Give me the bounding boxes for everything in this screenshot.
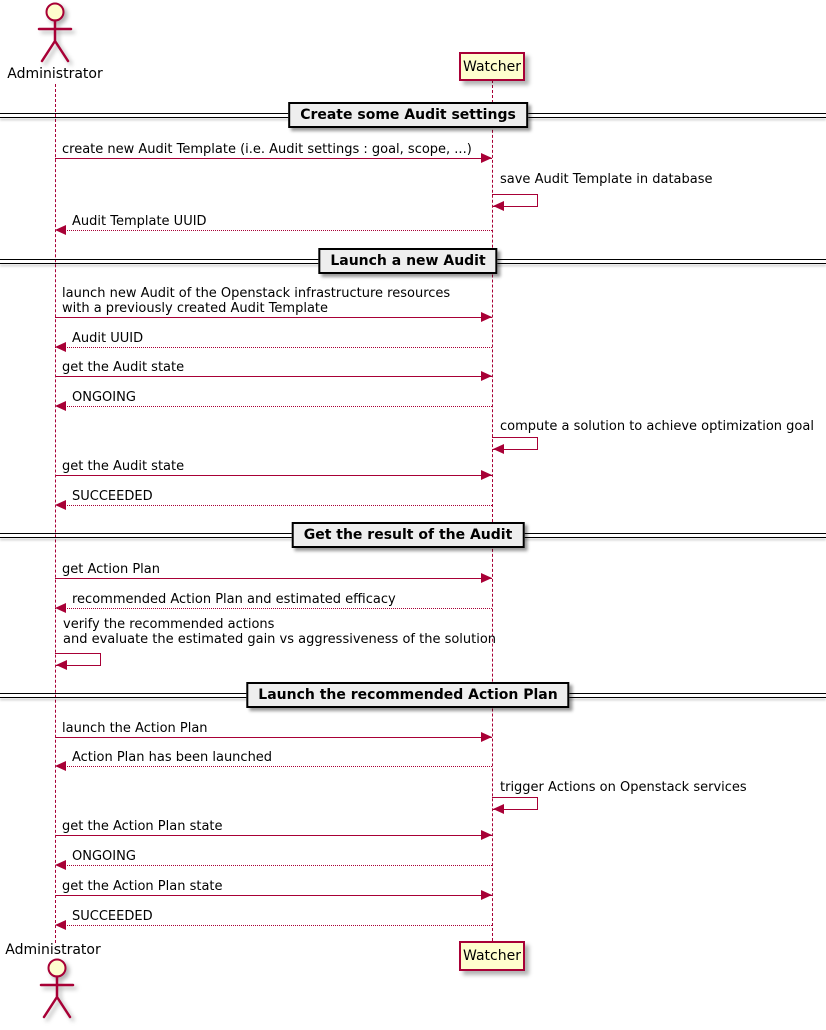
return-message-arrowhead-icon — [55, 761, 66, 771]
return-message-arrow — [55, 925, 492, 926]
participant-box-watcher-top: Watcher — [459, 52, 525, 81]
return-message-label-line: recommended Action Plan and estimated efficacy — [72, 592, 396, 607]
return-message-label-line: ONGOING — [72, 849, 136, 864]
message-label-line: get the Action Plan state — [62, 819, 223, 834]
return-message-arrowhead-icon — [55, 401, 66, 411]
self-message-arrowhead-icon — [493, 444, 504, 454]
lifeline-administrator — [55, 84, 56, 943]
return-message-arrow — [55, 505, 492, 506]
self-message-label-line: trigger Actions on Openstack services — [500, 780, 747, 795]
return-message-arrowhead-icon — [55, 500, 66, 510]
divider-label: Launch a new Audit — [318, 248, 497, 274]
actor-label-administrator-bottom: Administrator — [5, 942, 101, 958]
return-message-label-line: Action Plan has been launched — [72, 750, 273, 765]
actor-figure-administrator-bottom — [36, 958, 78, 1020]
message-arrowhead-icon — [481, 153, 492, 163]
message-arrow — [55, 158, 492, 159]
message-label-line: launch the Action Plan — [62, 721, 208, 736]
message-arrowhead-icon — [481, 312, 492, 322]
self-message-label-line: verify the recommended actions — [63, 617, 275, 632]
return-message-arrowhead-icon — [55, 342, 66, 352]
return-message-label-line: SUCCEEDED — [72, 909, 153, 924]
return-message-arrow — [55, 406, 492, 407]
return-message-arrowhead-icon — [55, 860, 66, 870]
self-message-label-line: and evaluate the estimated gain vs aggressiveness of the solution — [63, 632, 497, 647]
message-label-line: create new Audit Template (i.e. Audit settings : goal, scope, ...) — [62, 142, 472, 157]
return-message-arrowhead-icon — [55, 603, 66, 613]
return-message-arrow — [55, 230, 492, 231]
message-arrowhead-icon — [481, 890, 492, 900]
message-label-line: with a previously created Audit Template — [62, 301, 329, 316]
self-message-arrowhead-icon — [493, 804, 504, 814]
return-message-arrow — [55, 766, 492, 767]
message-arrowhead-icon — [481, 830, 492, 840]
message-arrow — [55, 578, 492, 579]
return-message-label-line: Audit UUID — [72, 331, 144, 346]
actor-label-administrator-top: Administrator — [7, 66, 103, 82]
divider-label: Launch the recommended Action Plan — [246, 682, 569, 708]
message-label-line: get Action Plan — [62, 562, 160, 577]
self-message-label-line: save Audit Template in database — [500, 172, 713, 187]
message-arrowhead-icon — [481, 470, 492, 480]
return-message-arrow — [55, 865, 492, 866]
message-arrow — [55, 475, 492, 476]
message-arrowhead-icon — [481, 371, 492, 381]
actor-figure-administrator-top — [34, 2, 76, 64]
self-message-arrowhead-icon — [493, 201, 504, 211]
message-arrow — [55, 835, 492, 836]
message-arrow — [55, 737, 492, 738]
divider-label: Create some Audit settings — [288, 102, 528, 128]
self-message-label-line: compute a solution to achieve optimization goal — [500, 419, 814, 434]
message-arrowhead-icon — [481, 732, 492, 742]
divider-label: Get the result of the Audit — [292, 522, 525, 548]
return-message-label-line: Audit Template UUID — [72, 214, 207, 229]
self-message-arrowhead-icon — [56, 660, 67, 670]
return-message-label-line: ONGOING — [72, 390, 136, 405]
message-arrow — [55, 895, 492, 896]
return-message-label-line: SUCCEEDED — [72, 489, 153, 504]
message-arrow — [55, 376, 492, 377]
message-label-line: get the Action Plan state — [62, 879, 223, 894]
message-label-line: get the Audit state — [62, 360, 185, 375]
return-message-arrow — [55, 608, 492, 609]
message-label-line: launch new Audit of the Openstack infrastructure resources — [62, 286, 451, 301]
return-message-arrowhead-icon — [55, 225, 66, 235]
return-message-arrow — [55, 347, 492, 348]
message-arrow — [55, 317, 492, 318]
message-label-line: get the Audit state — [62, 459, 185, 474]
message-arrowhead-icon — [481, 573, 492, 583]
participant-box-watcher-bottom: Watcher — [459, 941, 525, 971]
return-message-arrowhead-icon — [55, 920, 66, 930]
